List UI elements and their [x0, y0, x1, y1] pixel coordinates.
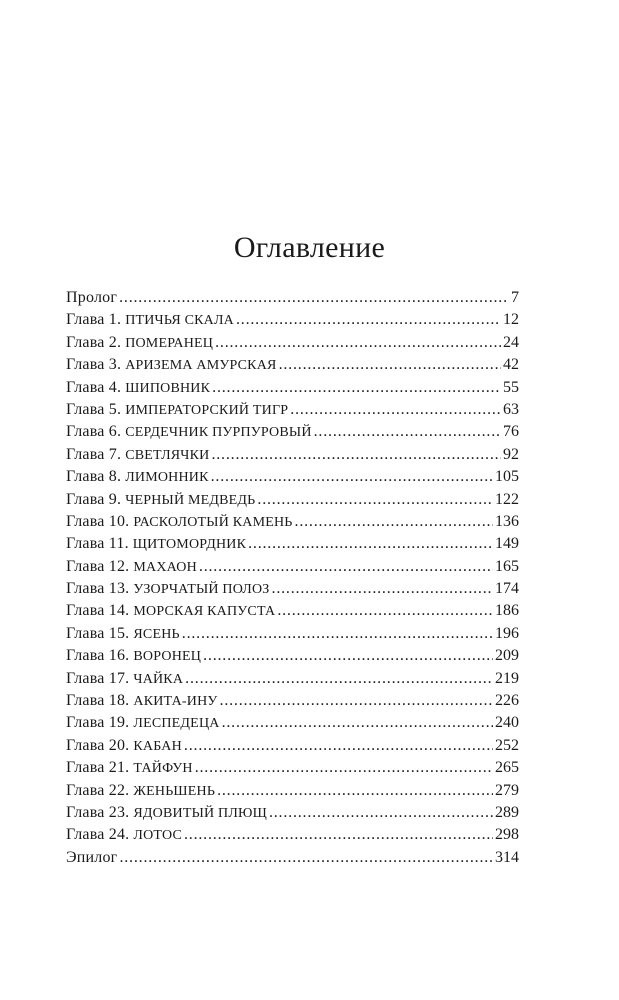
toc-entry-label	[66, 645, 201, 667]
toc-entry-page-number: 136	[495, 512, 519, 530]
toc-entry[interactable]	[66, 780, 519, 802]
toc-entry-title: МОРСКАЯ КАПУСТА	[133, 604, 276, 620]
toc-entry-page-number: 298	[495, 826, 519, 844]
toc-entry-prefix: Глава 2.	[66, 333, 122, 351]
toc-entry-page-number: 63	[503, 400, 519, 418]
toc-entry-page-number: 252	[495, 736, 519, 754]
toc-entry-page-number: 209	[495, 647, 519, 665]
toc-entry-prefix: Глава 7.	[66, 445, 122, 463]
dot-leader	[222, 712, 493, 734]
toc-entry-page-number: 289	[495, 803, 519, 821]
toc-entry-title: МАХАОН	[133, 559, 197, 575]
dot-leader	[236, 309, 501, 331]
toc-entry-page-number: 174	[495, 580, 519, 598]
dot-leader	[182, 623, 493, 645]
toc-entry[interactable]	[66, 802, 519, 824]
toc-entry-prefix: Глава 18.	[66, 692, 130, 710]
toc-entry-page-number: 55	[503, 378, 519, 396]
dot-leader	[272, 578, 493, 600]
toc-entry-label	[66, 511, 293, 533]
toc-entry-prefix: Глава 6.	[66, 423, 122, 441]
toc-entry-prefix: Глава 21.	[66, 759, 130, 777]
toc-entry[interactable]	[66, 735, 519, 757]
toc-entry-title: АКИТА-ИНУ	[133, 694, 218, 710]
toc-entry-prefix: Глава 11.	[66, 535, 129, 553]
toc-entry-prefix: Глава 13.	[66, 580, 130, 598]
toc-entry-prefix: Глава 16.	[66, 647, 130, 665]
toc-entry-label	[66, 600, 275, 622]
dot-leader	[217, 780, 493, 802]
toc-entry-title: ЯСЕНЬ	[133, 626, 180, 642]
toc-entry-page-number: 122	[495, 490, 519, 508]
toc-entry-title: ИМПЕРАТОРСКИЙ ТИГР	[125, 402, 289, 418]
dot-leader	[119, 847, 493, 869]
toc-entry-page-number: 196	[495, 624, 519, 642]
toc-entry-label	[66, 735, 182, 757]
dot-leader	[184, 735, 493, 757]
dot-leader	[199, 556, 493, 578]
toc-entry-label	[66, 421, 312, 443]
toc-entry-title: ЯДОВИТЫЙ ПЛЮЩ	[133, 805, 267, 821]
toc-entry-prefix: Глава 1.	[66, 311, 122, 329]
toc-entry-prefix: Глава 12.	[66, 557, 130, 575]
toc-entry-prefix: Глава 23.	[66, 803, 130, 821]
toc-entry-label	[66, 578, 270, 600]
toc-entry-label	[66, 533, 246, 555]
toc-entry-title: СВЕТЛЯЧКИ	[125, 447, 210, 463]
toc-entry-label	[66, 690, 218, 712]
dot-leader	[295, 511, 493, 533]
toc-entry[interactable]	[66, 511, 519, 533]
toc-entry-label	[66, 309, 234, 331]
toc-entry-prefix: Глава 24.	[66, 826, 130, 844]
toc-entry-page-number: 105	[495, 468, 519, 486]
toc-entry[interactable]	[66, 309, 519, 331]
dot-leader	[212, 377, 501, 399]
toc-entry-title: ЛЕСПЕДЕЦА	[133, 716, 220, 732]
toc-entry[interactable]	[66, 354, 519, 376]
toc-entry-title: ЛИМОННИК	[125, 470, 209, 486]
toc-entry[interactable]	[66, 533, 519, 555]
toc-entry-label	[66, 847, 117, 869]
toc-entry-page-number: 7	[511, 289, 519, 306]
toc-entry-page-number: 186	[495, 602, 519, 620]
toc-entry-label	[66, 757, 193, 779]
dot-leader	[314, 421, 501, 443]
toc-entry[interactable]	[66, 600, 519, 622]
toc-entry[interactable]	[66, 757, 519, 779]
toc-entry-prefix: Глава 9.	[66, 490, 122, 508]
toc-entry[interactable]	[66, 712, 519, 734]
dot-leader	[184, 824, 493, 846]
toc-entry[interactable]	[66, 399, 519, 421]
toc-entry[interactable]	[66, 824, 519, 846]
toc-entry-page-number: 219	[495, 669, 519, 687]
toc-entry-label	[66, 466, 209, 488]
toc-entry-page-number: 24	[503, 333, 519, 351]
toc-entry-prefix: Глава 4.	[66, 378, 122, 396]
toc-entry-page-number: 76	[503, 423, 519, 441]
dot-leader	[211, 466, 493, 488]
toc-entry-prefix: Глава 17.	[66, 669, 130, 687]
dot-leader	[211, 444, 501, 466]
toc-entry-label	[66, 354, 277, 376]
toc-entry-prefix: Глава 14.	[66, 602, 130, 620]
toc-entry-label	[66, 399, 288, 421]
dot-leader	[195, 757, 493, 779]
toc-entry-page-number: 149	[495, 535, 519, 553]
dot-leader	[257, 489, 493, 511]
toc-entry-page-number: 226	[495, 692, 519, 710]
toc-entry-prefix: Глава 3.	[66, 356, 122, 374]
toc-entry-prefix: Пролог	[66, 289, 118, 306]
toc-entry-label	[66, 780, 215, 802]
toc-entry-title: КАБАН	[133, 738, 182, 754]
toc-entry[interactable]	[66, 578, 519, 600]
toc-entry-prefix: Глава 19.	[66, 714, 130, 732]
toc-entry-title: ТАЙФУН	[133, 761, 193, 777]
toc-entry[interactable]	[66, 847, 519, 869]
page-title: Оглавление	[233, 231, 386, 264]
toc-entry[interactable]	[66, 444, 519, 466]
toc-entry-label	[66, 489, 255, 511]
toc-entry[interactable]	[66, 489, 519, 511]
toc-entry-title: ЧЕРНЫЙ МЕДВЕДЬ	[125, 492, 256, 508]
dot-leader	[220, 690, 493, 712]
toc-entry[interactable]	[66, 668, 519, 690]
toc-entry-prefix: Эпилог	[66, 848, 118, 866]
toc-entry[interactable]	[66, 690, 519, 712]
toc-entry-prefix: Глава 20.	[66, 736, 130, 754]
dot-leader	[119, 287, 509, 309]
toc-entry-title: АРИЗЕМА АМУРСКАЯ	[125, 358, 277, 374]
toc-entry-label	[66, 824, 182, 846]
toc-entry-page-number: 279	[495, 781, 519, 799]
toc-entry[interactable]	[66, 556, 519, 578]
toc-entry-label	[66, 377, 210, 399]
toc-entry-label	[66, 332, 213, 354]
dot-leader	[185, 668, 493, 690]
toc-entry-prefix: Глава 5.	[66, 400, 122, 418]
toc-entry-title: ЖЕНЬШЕНЬ	[133, 783, 216, 799]
toc-entry-title: ШИПОВНИК	[125, 380, 211, 396]
toc-entry-prefix: Глава 22.	[66, 781, 130, 799]
toc-entry[interactable]	[66, 421, 519, 443]
toc-entry-label	[66, 556, 197, 578]
toc-entry-page-number: 12	[503, 311, 519, 329]
toc-entry-title: ЛОТОС	[133, 828, 182, 844]
toc-entry-page-number: 42	[503, 356, 519, 374]
toc-entry-page-number: 92	[503, 445, 519, 463]
table-of-contents	[66, 287, 519, 869]
toc-entry-label	[66, 444, 209, 466]
toc-entry-label	[66, 623, 180, 645]
toc-entry-prefix: Глава 15.	[66, 624, 130, 642]
toc-entry-title: ПТИЧЬЯ СКАЛА	[125, 313, 234, 329]
toc-entry-label	[66, 802, 267, 824]
toc-entry-page-number: 314	[495, 848, 519, 866]
dot-leader	[279, 354, 501, 376]
dot-leader	[248, 533, 493, 555]
toc-entry-title: ВОРОНЕЦ	[133, 649, 202, 665]
toc-entry-label	[66, 712, 220, 734]
toc-entry-title: РАСКОЛОТЫЙ КАМЕНЬ	[133, 514, 293, 530]
toc-entry[interactable]	[66, 623, 519, 645]
toc-entry-title: УЗОРЧАТЫЙ ПОЛОЗ	[133, 582, 270, 598]
toc-entry-prefix: Глава 10.	[66, 512, 130, 530]
dot-leader	[203, 645, 493, 667]
toc-entry-title: ЩИТОМОРДНИК	[132, 537, 247, 553]
toc-entry-page-number: 265	[495, 759, 519, 777]
toc-entry-prefix: Глава 8.	[66, 468, 122, 486]
toc-entry[interactable]	[66, 287, 519, 309]
toc-entry-page-number: 165	[495, 557, 519, 575]
toc-entry-label	[66, 287, 117, 309]
dot-leader	[215, 332, 501, 354]
toc-entry[interactable]	[66, 332, 519, 354]
dot-leader	[290, 399, 501, 421]
toc-entry-page-number: 240	[495, 714, 519, 732]
toc-entry-title: ЧАЙКА	[133, 671, 184, 687]
toc-entry[interactable]	[66, 466, 519, 488]
toc-entry-title: СЕРДЕЧНИК ПУРПУРОВЫЙ	[125, 425, 312, 441]
dot-leader	[277, 600, 493, 622]
toc-entry-label	[66, 668, 183, 690]
toc-entry[interactable]	[66, 645, 519, 667]
dot-leader	[269, 802, 493, 824]
toc-entry[interactable]	[66, 377, 519, 399]
toc-entry-title: ПОМЕРАНЕЦ	[125, 335, 214, 351]
